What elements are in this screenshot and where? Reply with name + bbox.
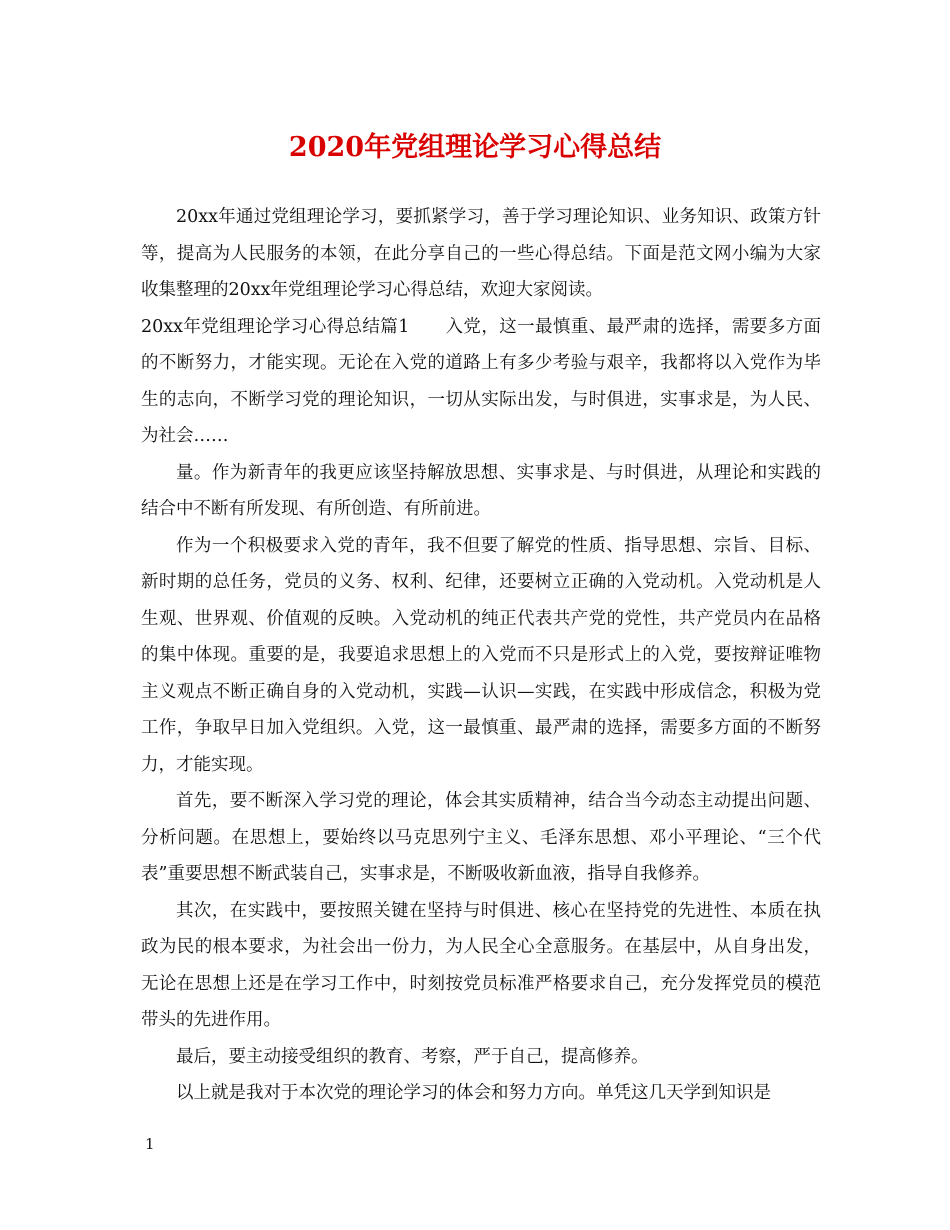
paragraph-article-1: 20xx年党组理论学习心得总结篇1 入党，这一最慎重、最严肃的选择，需要多方面的不断努力，才能实现。无论在入党的道路上有多少考验与艰辛，我都将以入党作为毕生的志向，不断学习党的理论知识，一切从实际出发，与时俱进，实事求是，为人民、为社会……: [141, 316, 821, 446]
page-number: 1: [145, 1135, 155, 1153]
paragraph-5: 首先，要不断深入学习党的理论，体会其实质精神，结合当今动态主动提出问题、分析问题。在思想上，要始终以马克思列宁主义、毛泽东思想、邓小平理论、“三个代表”重要思想不断武装自己，实事求是，不断吸收新血液，指导自我修养。: [141, 791, 821, 884]
paragraph-intro: 20xx年通过党组理论学习，要抓紧学习，善于学习理论知识、业务知识、政策方针等，提高为人民服务的本领，在此分享自己的一些心得总结。下面是范文网小编为大家收集整理的20xx年党组理论学习心得总结，欢迎大家阅读。: [141, 207, 821, 300]
paragraph-8: 以上就是我对于本次党的理论学习的体会和努力方向。单凭这几天学到知识是: [176, 1083, 771, 1103]
document-title: 2020年党组理论学习心得总结: [288, 132, 662, 163]
paragraph-7: 最后，要主动接受组织的教育、考察，严于自己，提高修养。: [176, 1046, 649, 1067]
document-body: [141, 199, 821, 1112]
paragraph-4: 作为一个积极要求入党的青年，我不但要了解党的性质、指导思想、宗旨、目标、新时期的总任务，党员的义务、权利、纪律，还要树立正确的入党动机。入党动机是人生观、世界观、价值观的反映。入党动机的纯正代表共产党的党性，共产党员内在品格的集中体现。重要的是，我要追求思想上的入党而不只是形式上的入党，要按辩证唯物主义观点不断正确自身的入党动机，实践—认识—实践，在实践中形成信念，积极为党工作，争取早日加入党组织。入党，这一最慎重、最严肃的选择，需要多方面的不断努力，才能实现。: [141, 535, 821, 775]
paragraph-6: 其次，在实践中，要按照关键在坚持与时俱进、核心在坚持党的先进性、本质在执政为民的根本要求，为社会出一份力，为人民全心全意服务。在基层中，从自身出发，无论在思想上还是在学习工作中，时刻按党员标准严格要求自己，充分发挥党员的模范带头的先进作用。: [141, 900, 821, 1030]
paragraph-3: 量。作为新青年的我更应该坚持解放思想、实事求是、与时俱进，从理论和实践的结合中不断有所发现、有所创造、有所前进。: [141, 462, 821, 519]
